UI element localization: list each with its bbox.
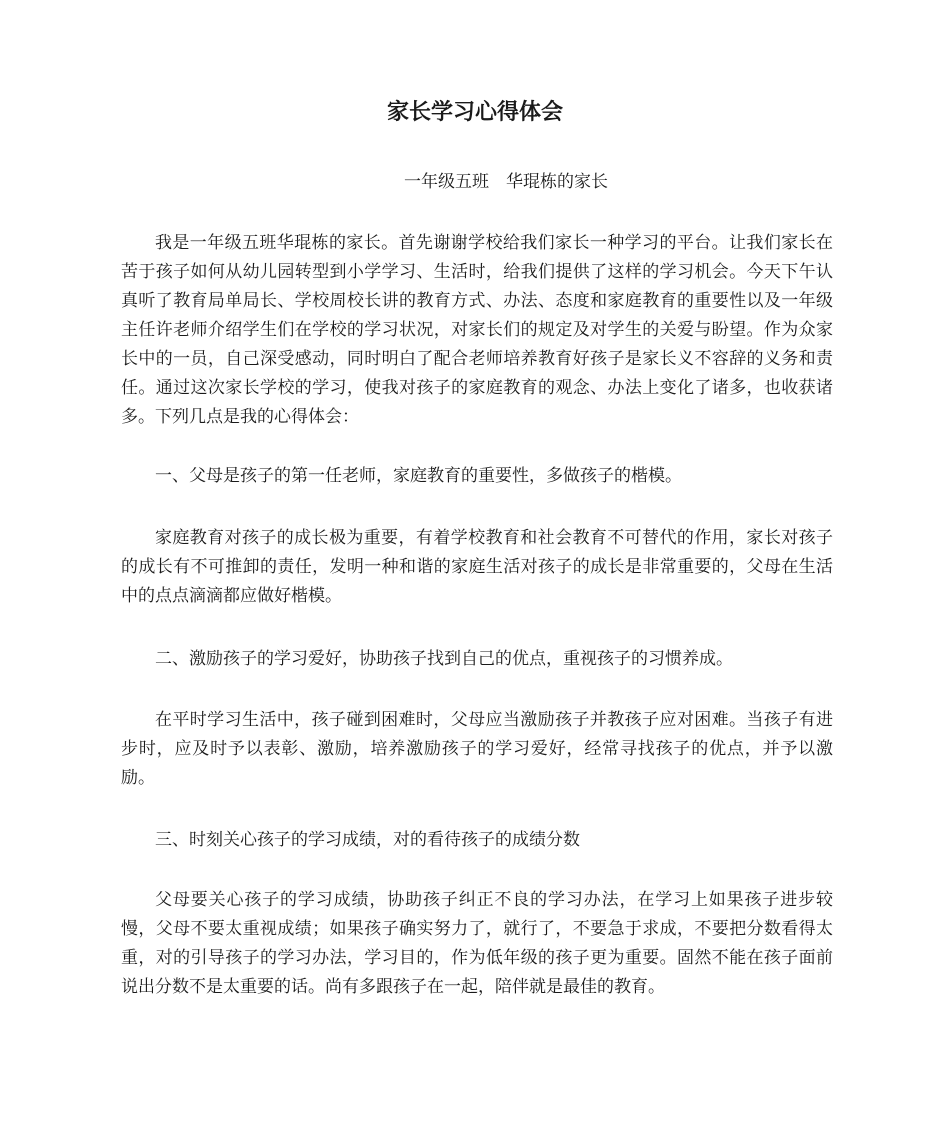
section-heading-3: 三、时刻关心孩子的学习成绩，对的看待孩子的成绩分数 — [155, 830, 580, 850]
author-line: 一年级五班 华琨栋的家长 — [404, 172, 608, 192]
document-title: 家长学习心得体会 — [386, 100, 563, 125]
intro-paragraph: 我是一年级五班华琨栋的家长。首先谢谢学校给我们家长一种学习的平台。让我们家长在苦于孩子如何从幼儿园转型到小学学习、生活时，给我们提供了这样的学习机会。今天下午认真听了教育局单局长、学校周校长讲的教育方式、办法、态度和家庭教育的重要性以及一年级主任许老师介绍学生们在学校的学习状况，对家长们的规定及对学生的关爱与盼望。作为众家长中的一员，自己深受感动，同时明白了配合老师培养教育好孩子是家长义不容辞的义务和责任。通过这次家长学校的学习，使我对孩子的家庭教育的观念、办法上变化了诸多，也收获诸多。下列几点是我的心得体会： — [121, 233, 833, 427]
section-heading-1: 一、父母是孩子的第一任老师，家庭教育的重要性，多做孩子的楷模。 — [155, 466, 682, 486]
section-heading-2: 二、激励孩子的学习爱好，协助孩子找到自己的优点，重视孩子的习惯养成。 — [155, 649, 733, 669]
section-paragraph-2: 在平时学习生活中，孩子碰到困难时，父母应当激励孩子并教孩子应对困难。当孩子有进步时，应及时予以表彰、激励，培养激励孩子的学习爱好，经常寻找孩子的优点，并予以激励。 — [121, 710, 833, 788]
section-paragraph-1: 家庭教育对孩子的成长极为重要，有着学校教育和社会教育不可替代的作用，家长对孩子的成长有不可推卸的责任，发明一种和谐的家庭生活对孩子的成长是非常重要的，父母在生活中的点点滴滴都应做好楷模。 — [121, 528, 833, 606]
section-paragraph-3: 父母要关心孩子的学习成绩，协助孩子纠正不良的学习办法，在学习上如果孩子进步较慢，父母不要太重视成绩；如果孩子确实努力了，就行了，不要急于求成，不要把分数看得太重，对的引导孩子的学习办法，学习目的，作为低年级的孩子更为重要。固然不能在孩子面前说出分数不是太重要的话。尚有多跟孩子在一起，陪伴就是最佳的教育。 — [121, 890, 833, 997]
